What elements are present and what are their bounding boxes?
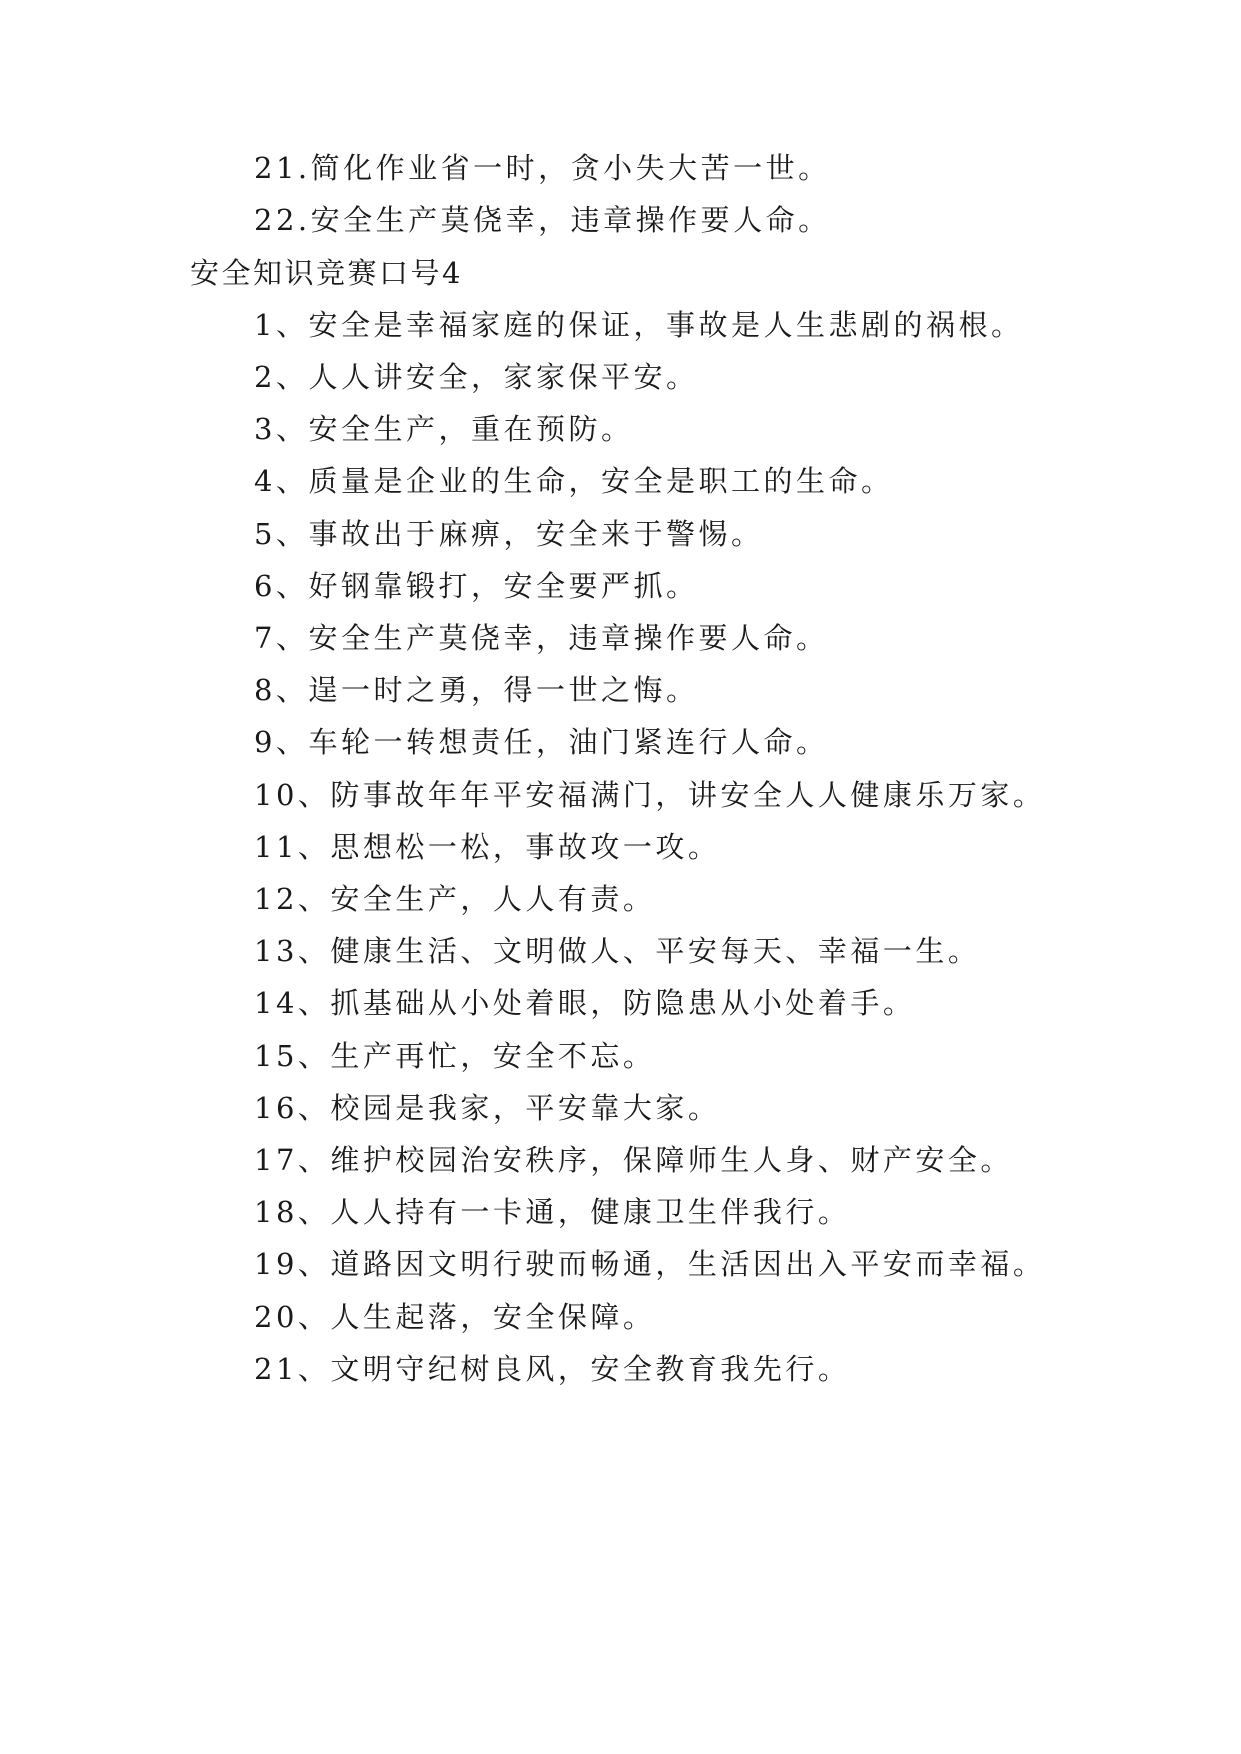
list-item: 4、质量是企业的生命，安全是职工的生命。 <box>254 464 894 498</box>
list-item: 14、抓基础从小处着眼，防隐患从小处着手。 <box>254 986 916 1020</box>
list-item: 20、人生起落，安全保障。 <box>254 1300 656 1334</box>
list-item: 6、好钢靠锻打，安全要严抓。 <box>254 569 699 603</box>
list-item: 11、思想松一松，事故攻一攻。 <box>254 830 721 864</box>
section-title: 安全知识竞赛口号4 <box>190 256 463 290</box>
list-item: 8、逞一时之勇，得一世之悔。 <box>254 673 699 707</box>
list-item: 13、健康生活、文明做人、平安每天、幸福一生。 <box>254 934 981 968</box>
prev-item-22: 22.安全生产莫侥幸，违章操作要人命。 <box>254 203 831 237</box>
list-item: 3、安全生产，重在预防。 <box>254 412 634 446</box>
list-item: 16、校园是我家，平安靠大家。 <box>254 1091 721 1125</box>
list-item: 1、安全是幸福家庭的保证，事故是人生悲剧的祸根。 <box>254 308 1024 342</box>
list-item: 21、文明守纪树良风，安全教育我先行。 <box>254 1352 851 1386</box>
list-item: 7、安全生产莫侥幸，违章操作要人命。 <box>254 621 829 655</box>
list-item: 12、安全生产，人人有责。 <box>254 882 656 916</box>
list-item: 18、人人持有一卡通，健康卫生伴我行。 <box>254 1195 851 1229</box>
list-item: 19、道路因文明行驶而畅通，生活因出入平安而幸福。 <box>254 1247 1046 1281</box>
list-item: 17、维护校园治安秩序，保障师生人身、财产安全。 <box>254 1143 1013 1177</box>
list-item: 9、车轮一转想责任，油门紧连行人命。 <box>254 725 829 759</box>
list-item: 5、事故出于麻痹，安全来于警惕。 <box>254 517 764 551</box>
prev-item-21: 21.简化作业省一时，贪小失大苦一世。 <box>254 151 831 185</box>
list-item: 2、人人讲安全，家家保平安。 <box>254 360 699 394</box>
list-item: 10、防事故年年平安福满门，讲安全人人健康乐万家。 <box>254 778 1046 812</box>
list-item: 15、生产再忙，安全不忘。 <box>254 1039 656 1073</box>
